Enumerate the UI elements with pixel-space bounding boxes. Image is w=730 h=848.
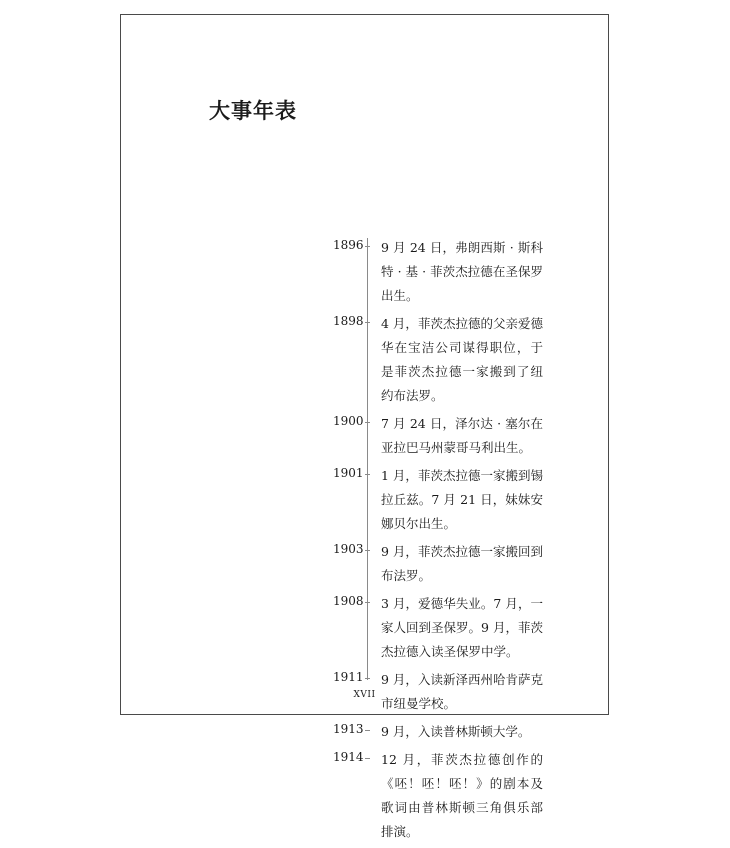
- timeline-entry: [333, 412, 591, 460]
- entry-year: 1911: [333, 670, 364, 684]
- entry-year: 1903: [333, 542, 364, 556]
- page-number: XVII: [353, 690, 376, 700]
- timeline-tick: [365, 678, 370, 679]
- entry-text: 9 月 24 日，弗朗西斯 · 斯科特 · 基 · 菲茨杰拉德在圣保罗出生。: [381, 240, 543, 303]
- timeline-tick: [365, 322, 370, 323]
- timeline-tick: [365, 602, 370, 603]
- entry-text: 9 月，菲茨杰拉德一家搬回到布法罗。: [381, 544, 543, 583]
- timeline-entry: [333, 748, 591, 844]
- entry-year: 1914: [333, 750, 364, 764]
- entry-year: 1913: [333, 722, 364, 736]
- timeline-tick: [365, 422, 370, 423]
- entry-year: 1900: [333, 414, 364, 428]
- timeline-tick: [365, 550, 370, 551]
- entry-year: 1896: [333, 238, 364, 252]
- entry-text: 9 月，入读新泽西州哈肯萨克市纽曼学校。: [381, 672, 543, 711]
- timeline-tick: [365, 758, 370, 759]
- entry-text: 1 月，菲茨杰拉德一家搬到锡拉丘兹。7 月 21 日，妹妹安娜贝尔出生。: [381, 468, 543, 531]
- entry-text: 12 月，菲茨杰拉德创作的《呸！呸！呸！》的剧本及歌词由普林斯顿三角俱乐部排演。: [381, 752, 543, 839]
- entry-text: 7 月 24 日，泽尔达 · 塞尔在亚拉巴马州蒙哥马利出生。: [381, 416, 543, 455]
- entry-text: 3 月，爱德华失业。7 月，一家人回到圣保罗。9 月，菲茨杰拉德入读圣保罗中学。: [381, 596, 543, 659]
- entry-text: 9 月，入读普林斯顿大学。: [381, 724, 531, 739]
- timeline-entry: [333, 592, 591, 664]
- timeline-entry: [333, 720, 591, 744]
- timeline-entry: [333, 312, 591, 408]
- timeline-tick: [365, 246, 370, 247]
- book-page: [120, 14, 609, 839]
- timeline-tick: [365, 474, 370, 475]
- timeline-entry: [333, 464, 591, 536]
- entry-text: 4 月，菲茨杰拉德的父亲爱德华在宝洁公司谋得职位，于是菲茨杰拉德一家搬到了纽约布法罗。: [381, 316, 543, 403]
- timeline-entry: [333, 540, 591, 588]
- entry-year: 1898: [333, 314, 364, 328]
- chronology-timeline: [333, 236, 591, 848]
- timeline-tick: [365, 730, 370, 731]
- timeline-entry: [333, 236, 591, 308]
- entry-year: 1908: [333, 594, 364, 608]
- entry-year: 1901: [333, 466, 364, 480]
- page-title: 大事年表: [209, 99, 297, 123]
